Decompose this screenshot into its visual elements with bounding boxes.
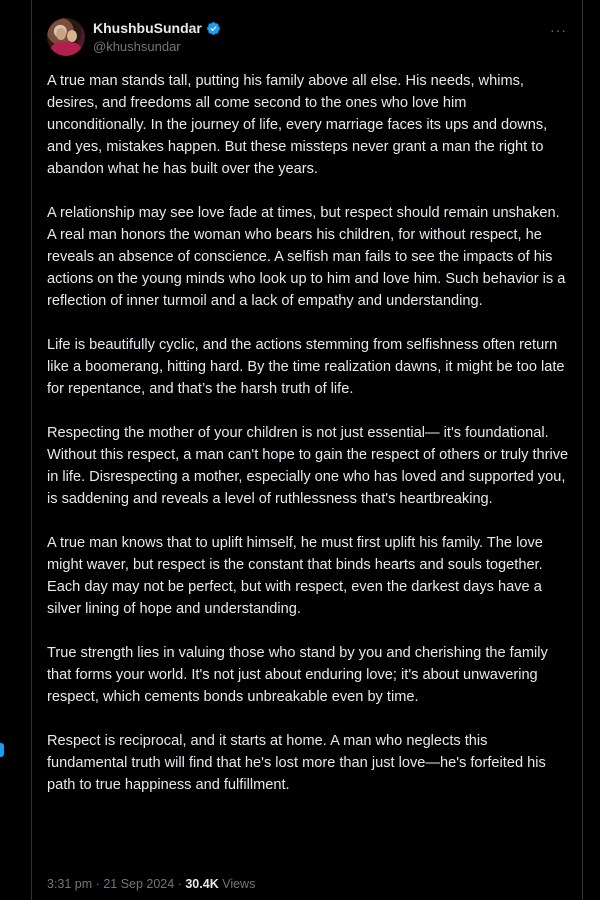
meta-separator: · <box>95 877 100 891</box>
author-display-name[interactable]: KhushbuSundar <box>93 20 202 36</box>
right-column-divider <box>582 0 600 900</box>
tweet <box>33 0 581 900</box>
views-label: Views <box>222 877 256 891</box>
name-row <box>93 20 221 36</box>
tweet-text <box>47 70 569 818</box>
tweet-meta <box>47 877 255 891</box>
tweet-paragraph: Life is beautifully cyclic, and the actions stemming from selfishness often return like a boomerang, hitting hard. By the time realization dawns, it might be too late for repentance, and that’s the harsh truth of life. <box>47 337 565 397</box>
views-count[interactable]: 30.4K <box>185 877 219 891</box>
tweet-date[interactable]: 21 Sep 2024 <box>103 877 175 891</box>
tweet-paragraph: A true man knows that to uplift himself, he must first uplift his family. The love might waver, but respect is the constant that binds hearts and souls together. Each day may not be perfect, but with respect, even the darkest days have a silver lining of hope and understanding. <box>47 535 543 617</box>
tweet-paragraph: True strength lies in valuing those who stand by you and cherishing the family that forms your world. It's not just about enduring love; it's about unwavering respect, which cements bonds unbreakable even by time. <box>47 645 548 705</box>
tweet-paragraph: A relationship may see love fade at times, but respect should remain unshaken. A real man honors the woman who bears his children, for without respect, he reveals an absence of conscience. A selfish man fails to see the impacts of his actions on the young minds who look up to him and love him. Such behavior is a reflection of inner turmoil and a lack of empathy and understanding. <box>47 205 566 309</box>
tweet-time[interactable]: 3:31 pm <box>47 877 93 891</box>
author-handle[interactable]: @khushsundar <box>93 39 181 54</box>
verified-badge-icon[interactable] <box>206 21 221 36</box>
tweet-paragraph: Respect is reciprocal, and it starts at home. A man who neglects this fundamental truth will find that he's lost more than just love—he's forfeited his path to true happiness and fulfillment. <box>47 733 546 793</box>
tweet-paragraph: Respecting the mother of your children is not just essential— it's foundational. Without this respect, a man can't hope to gain the respect of others or truly thrive in life. Disrespecting a mother, especially one who has loved and supported you, is saddening and reveals a level of ruthlessness that's heartbreaking. <box>47 425 569 507</box>
side-indicator <box>0 743 4 757</box>
tweet-header <box>47 18 567 62</box>
tweet-paragraph: A true man stands tall, putting his family above all else. His needs, whims, desires, and freedoms all come second to the ones who love him unconditionally. In the journey of life, every marriage faces its ups and downs, and yes, mistakes happen. But these missteps never grant a man the right to abandon what he has built over the years. <box>47 73 548 177</box>
more-options-icon[interactable]: ··· <box>550 22 567 38</box>
meta-separator: · <box>177 877 182 891</box>
avatar-cloth <box>51 42 81 56</box>
avatar-face <box>67 30 77 42</box>
avatar[interactable] <box>47 18 85 56</box>
avatar-face <box>56 28 66 40</box>
left-column-divider <box>0 0 32 900</box>
